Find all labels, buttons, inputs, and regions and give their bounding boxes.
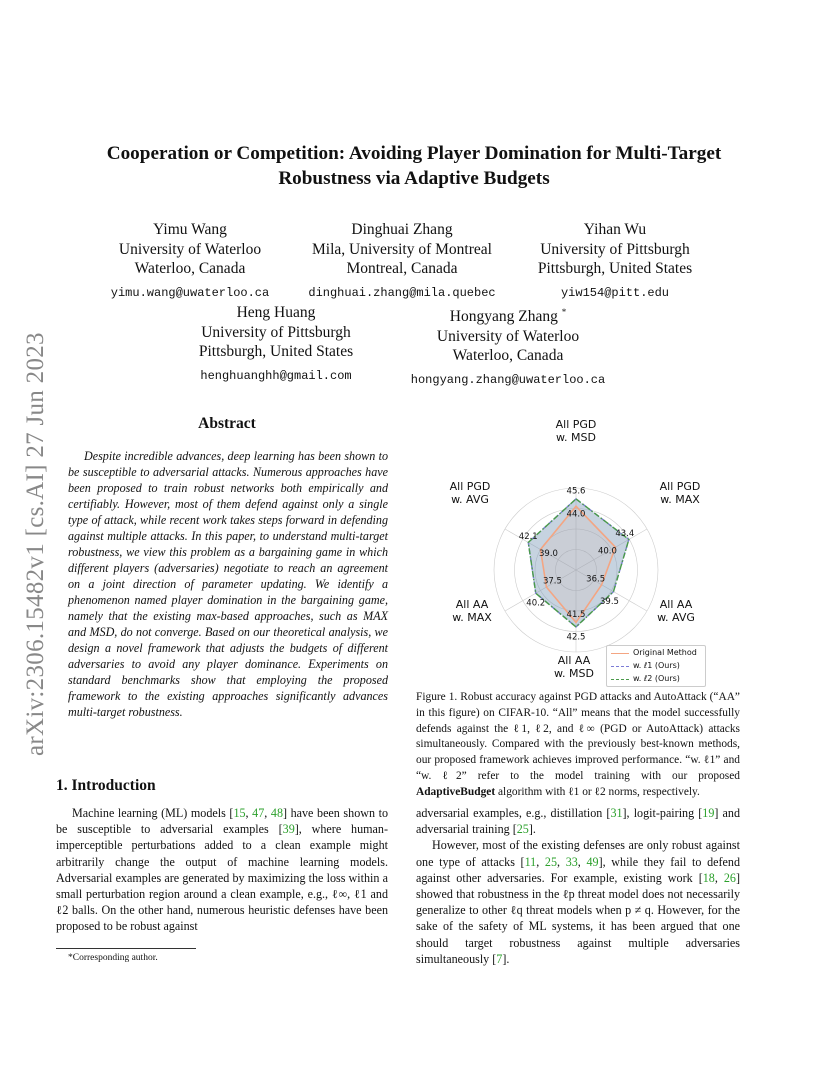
author-affiliation: University of Waterloo	[436, 327, 580, 345]
paper-title	[60, 141, 768, 191]
axis-label: All AA	[455, 598, 489, 611]
value-label: 36.5	[586, 574, 606, 585]
author-block	[294, 220, 510, 303]
legend-swatch	[611, 666, 629, 667]
author-block	[180, 303, 372, 386]
citation-link[interactable]: 33	[565, 854, 578, 869]
axis-label: All PGD	[449, 480, 491, 493]
axis-label: w. AVG	[657, 611, 695, 624]
value-label: 40.2	[526, 598, 546, 609]
text-run: ], logit-pairing [	[622, 806, 703, 820]
corresponding-mark: *	[561, 307, 567, 317]
legend-label: Original Method	[633, 648, 697, 657]
chart-legend	[606, 645, 706, 687]
value-label: 42.1	[518, 531, 538, 542]
author-name: Heng Huang	[236, 304, 316, 321]
author-location: Montreal, Canada	[346, 260, 458, 277]
value-label: 39.0	[539, 549, 558, 559]
citation-link[interactable]: 19	[702, 806, 715, 820]
text-run: ] and adversarial training [	[416, 806, 740, 837]
text-run: ].	[528, 822, 536, 837]
author-location: Waterloo, Canada	[452, 347, 564, 365]
legend-label: w. ℓ2 (Ours)	[633, 674, 680, 683]
author-name: Yihan Wu	[583, 221, 647, 238]
axis-label: All AA	[659, 598, 693, 611]
legend-swatch	[611, 653, 629, 654]
legend-label: w. ℓ1 (Ours)	[633, 661, 680, 670]
author-email[interactable]: hongyang.zhang@uwaterloo.ca	[410, 372, 606, 387]
citation-link[interactable]: 47	[252, 806, 265, 820]
value-label: 41.5	[566, 609, 586, 620]
caption-algo-name: AdaptiveBudget	[416, 785, 496, 798]
author-block	[100, 220, 280, 303]
text-run: Machine learning (ML) models [	[72, 806, 234, 820]
author-location: Pittsburgh, United States	[537, 260, 693, 277]
text-run: However, most of the existing defenses are only robust against one type of attacks [	[416, 838, 740, 869]
author-affiliation: University of Waterloo	[118, 240, 262, 258]
axis-label: w. AVG	[451, 493, 489, 506]
author-email[interactable]: dinghuai.zhang@mila.quebec	[308, 285, 496, 300]
paragraph: However, most of the existing defenses are only robust against one type of attacks [11, 25, 33, 49], while they fail to defend against other adversaries. For example, existing work [18, 26] showed that robustness in the ℓp threat model does not necessarily generalize to other ℓq threat models when p ≠ q. However, for the sake of the safety of ML systems, it has been argued that one should target robustness against multiple adversaries simultaneously [7].	[416, 838, 741, 966]
author-email[interactable]: henghuanghh@gmail.com	[200, 368, 352, 383]
author-affiliation: Mila, University of Montreal	[312, 240, 492, 258]
axis-label: w. MSD	[556, 431, 596, 444]
author-affiliation: University of Pittsburgh	[540, 240, 690, 258]
author-name	[400, 303, 616, 327]
text-run: ] showed that robustness in the ℓp threat model does not necessarily generalize to other ℓq threat models when p ≠ q. However, for the sake of the safety of ML systems, it has been argued that one should target robustness against multiple adversaries simultaneously [	[416, 870, 740, 966]
author-name: Dinghuai Zhang	[351, 221, 453, 238]
citation-link[interactable]: 18	[702, 870, 715, 885]
caption-text: Figure 1. Robust accuracy against PGD attacks and AutoAttack (“AA” in this figure) on CIFAR-10. “All” means that the model successfully defends against the ℓ1, ℓ2, and ℓ∞ (PGD or AutoAttack) attacks simultaneously. Compared with the previously best-known methods, our proposed framework achieves improved performance. “w. ℓ1” and “w. ℓ2” refer to the model training with our proposed	[416, 691, 740, 782]
citation-link[interactable]: 49	[586, 854, 599, 869]
author-location: Waterloo, Canada	[134, 260, 246, 277]
citation-link[interactable]: 48	[270, 806, 283, 820]
footnote: *Corresponding author.	[68, 953, 158, 963]
citation-link[interactable]: 7	[496, 951, 503, 966]
citation-link[interactable]: 25	[516, 822, 529, 837]
text-run: ], while they fail to defend against other adversaries. For example, existing work [	[416, 854, 741, 885]
axis-label: w. MAX	[660, 493, 700, 506]
legend-entry	[607, 673, 705, 685]
citation-link[interactable]: 11	[524, 854, 537, 869]
intro-paragraph: Machine learning (ML) models [15, 47, 48] have been shown to be susceptible to adversarial examples [39], where human-imperceptible perturbations added to a clean example might arbitrarily change the output of machine learning models. Adversarial examples are generated by maximizing the loss within a small perturbation region around a clean example, e.g., ℓ∞, ℓ1 and ℓ2 balls. On the other hand, numerous heuristic defenses have been proposed to be robust against	[56, 806, 389, 934]
axis-label: All PGD	[555, 418, 597, 431]
author-email[interactable]: yiw154@pitt.edu	[560, 285, 670, 300]
citation-link[interactable]: 15	[233, 806, 246, 820]
axis-label: All PGD	[659, 480, 701, 493]
axis-label: All AA	[557, 654, 591, 667]
intro-paragraph-right	[416, 805, 740, 967]
value-label: 42.5	[566, 632, 586, 643]
value-label: 37.5	[542, 576, 562, 587]
citation-link[interactable]: 26	[723, 870, 736, 885]
legend-entry	[607, 660, 705, 672]
axis-label: w. MAX	[452, 611, 492, 624]
axis-label: w. MSD	[554, 667, 594, 680]
author-name-text: Hongyang Zhang	[449, 308, 558, 326]
value-label: 40.0	[597, 546, 617, 557]
intro-heading: 1. Introduction	[56, 777, 156, 794]
author-block	[400, 303, 616, 390]
caption-text: algorithm with ℓ1 or ℓ2 norms, respectively.	[495, 785, 700, 798]
legend-entry	[607, 647, 705, 659]
citation-link[interactable]: 39	[282, 822, 295, 837]
text-run: ].	[502, 951, 510, 966]
figure-caption	[416, 690, 740, 801]
author-affiliation: University of Pittsburgh	[201, 323, 351, 341]
author-block	[520, 220, 710, 303]
title-line-1: Cooperation or Competition: Avoiding Player Domination for Multi-Target	[106, 143, 722, 164]
text-run: adversarial examples, e.g., distillation [	[416, 806, 611, 820]
title-line-2: Robustness via Adaptive Budgets	[278, 168, 550, 189]
author-name: Yimu Wang	[153, 221, 227, 238]
text-run: ], where human-imperceptible perturbations added to a clean example might arbitrarily change the output of machine learning models. Adversarial examples are generated by maximizing the loss within a small perturbation region around a clean example, e.g., ℓ∞, ℓ1 and ℓ2 balls. On the other hand, numerous heuristic defenses have been proposed to be robust against	[56, 822, 389, 934]
value-label: 43.4	[615, 528, 635, 539]
text-run: ] have been shown to be susceptible to adversarial examples [	[56, 806, 389, 837]
arxiv-stamp: arXiv:2306.15482v1 [cs.AI] 27 Jun 2023	[22, 332, 49, 756]
author-location: Pittsburgh, United States	[198, 343, 354, 360]
abstract-heading: Abstract	[198, 415, 256, 432]
author-email[interactable]: yimu.wang@uwaterloo.ca	[110, 285, 270, 300]
value-label: 45.6	[566, 486, 586, 497]
abstract-text: Despite incredible advances, deep learning has been shown to be susceptible to adversarial attacks. Numerous approaches have been proposed to train robust networks both empirically and certifiably. However, most of them defend against only a single type of attack, while recent work takes steps forward in defending against multiple attacks. In this paper, to understand multi-target robustness, we view this problem as a bargaining game in which different players (adversaries) negotiate to reach an agreement on a joint direction of parameter updating. We identify a phenomenon named player domination in the bargaining game, namely that the existing max-based approaches, such as MAX and MSD, do not converge. Based on our theoretical analysis, we design a novel framework that adjusts the budgets of different adversaries to avoid any player dominance. Experiments on standard benchmarks show that employing the proposed framework to the existing approaches significantly advances multi-target robustness.	[68, 449, 388, 719]
citation-link[interactable]: 25	[544, 854, 558, 869]
footnote-rule	[56, 948, 196, 949]
value-label: 39.5	[600, 597, 619, 608]
legend-swatch	[611, 679, 629, 680]
value-label: 44.0	[566, 509, 586, 520]
citation-link[interactable]: 31	[610, 806, 623, 820]
